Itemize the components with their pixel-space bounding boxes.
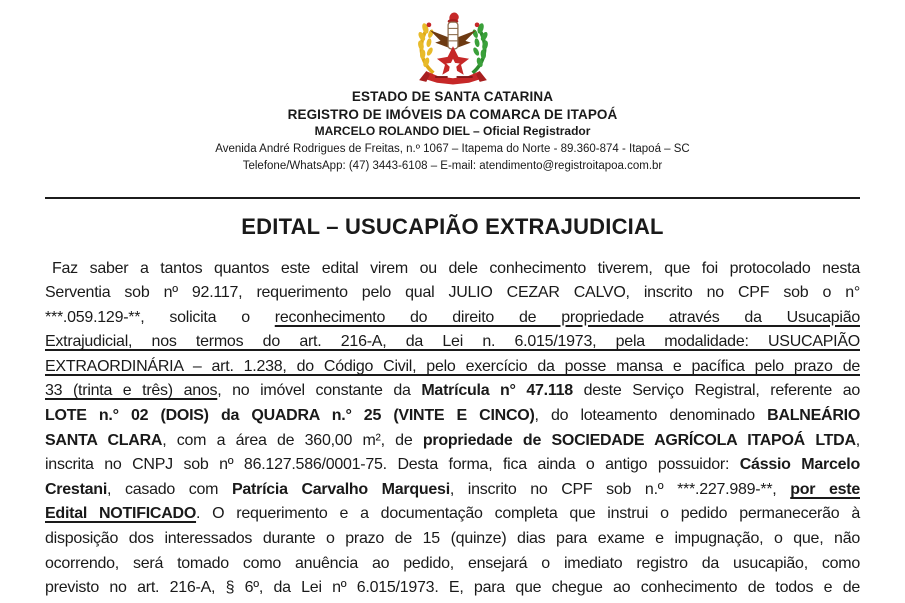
text-segment: Patrícia Carvalho Marquesi	[231, 480, 450, 498]
document-text-line	[45, 478, 860, 503]
text-segment: ocorrendo, será tomado como anuência ao pedido, ensejará o imediato registro da usucapião, como	[45, 554, 860, 572]
registry-address: Avenida André Rodrigues de Freitas, n.º 1067 – Itapema do Norte - 89.360-874 - Itapoá – SC	[215, 142, 690, 155]
document-text-line	[45, 355, 860, 380]
document-body-paragraph	[45, 257, 860, 601]
text-segment: , com a área de 360,00 m², de	[162, 431, 423, 449]
document-text-line	[45, 281, 860, 306]
text-segment: Cássio Marcelo	[739, 456, 860, 474]
text-segment: propriedade de SOCIEDADE AGRÍCOLA ITAPOÁ LTDA	[422, 431, 856, 449]
document-text-line	[45, 576, 860, 601]
document-text-line	[45, 552, 860, 577]
letterhead	[0, 88, 905, 176]
text-segment: previsto no art. 216-A, § 6º, da Lei nº 6.015/1973. E, para que chegue ao conhecimento de todos e de	[45, 579, 860, 597]
document-text-line	[45, 257, 860, 282]
text-segment: Serventia sob nº 92.117, requerimento pelo qual JULIO CEZAR CALVO, inscrito no CPF sob o n°	[45, 284, 860, 302]
text-segment: ***.059.129-**, solicita o	[45, 308, 275, 326]
document-text-line	[45, 502, 860, 527]
text-segment: por este	[790, 480, 860, 498]
text-segment: EXTRAORDINÁRIA – art. 1.238, do Código Civil, pelo exercício da posse mansa e pacífica pelo prazo de	[45, 357, 860, 375]
text-segment: reconhecimento do direito de propriedade através da Usucapião	[274, 308, 860, 326]
text-segment: , do loteamento denominado	[534, 407, 768, 425]
text-segment: deste Serviço Registral, referente ao	[572, 382, 861, 400]
text-segment: Crestani	[45, 480, 108, 498]
text-segment: , no imóvel constante da	[217, 382, 422, 400]
separator-line	[45, 197, 860, 199]
document-text-line	[45, 306, 860, 331]
text-segment: 33 (trinta e três) anos	[45, 382, 218, 400]
document-text-line	[45, 379, 860, 404]
crest-container	[0, 0, 905, 88]
registry-contact: Telefone/WhatsApp: (47) 3443-6108 – E-mail: atendimento@registroitapoa.com.br	[242, 160, 663, 172]
text-segment: Faz saber a tantos quantos este edital virem ou dele conhecimento tiverem, que foi protocolado nesta	[52, 259, 860, 277]
text-segment: , inscrito no CPF sob n.º ***.227.989-**,	[449, 480, 791, 498]
text-segment: Extrajudicial, nos termos do art. 216-A, da Lei n. 6.015/1973, pela modalidade: USUCAPIÃO	[45, 333, 860, 351]
document-text-line	[45, 330, 860, 355]
text-segment: . O requerimento e a documentação completa que instrui o pedido permanecerão à	[196, 505, 860, 523]
registrar-name: MARCELO ROLANDO DIEL – Oficial Registrador	[314, 124, 591, 138]
santa-catarina-coat-of-arms-icon	[399, 7, 507, 89]
text-segment: disposição dos interessados durante o prazo de 15 (quinze) dias para exame e impugnação, o que, não	[45, 530, 860, 548]
text-segment: Matrícula n° 47.118	[421, 382, 573, 400]
document-title: EDITAL – USUCAPIÃO EXTRAJUDICIAL	[241, 213, 664, 239]
document-text-line	[45, 404, 860, 429]
text-segment: ,	[855, 431, 860, 449]
org-name-state: ESTADO DE SANTA CATARINA	[351, 89, 554, 104]
text-segment: SANTA CLARA	[45, 431, 163, 449]
document-text-line	[45, 453, 860, 478]
text-segment: , casado com	[107, 480, 232, 498]
text-segment: Edital NOTIFICADO	[45, 505, 197, 523]
text-segment: BALNEÁRIO	[767, 407, 861, 425]
text-segment: LOTE n.° 02 (DOIS) da QUADRA n.° 25 (VINTE E CINCO)	[45, 407, 535, 425]
org-name-registry: REGISTRO DE IMÓVEIS DA COMARCA DE ITAPOÁ	[287, 106, 618, 122]
text-segment: inscrita no CNPJ sob nº 86.127.586/0001-75. Desta forma, fica ainda o antigo possuidor:	[45, 456, 740, 474]
document-text-line	[45, 429, 860, 454]
document-text-line	[45, 527, 860, 552]
